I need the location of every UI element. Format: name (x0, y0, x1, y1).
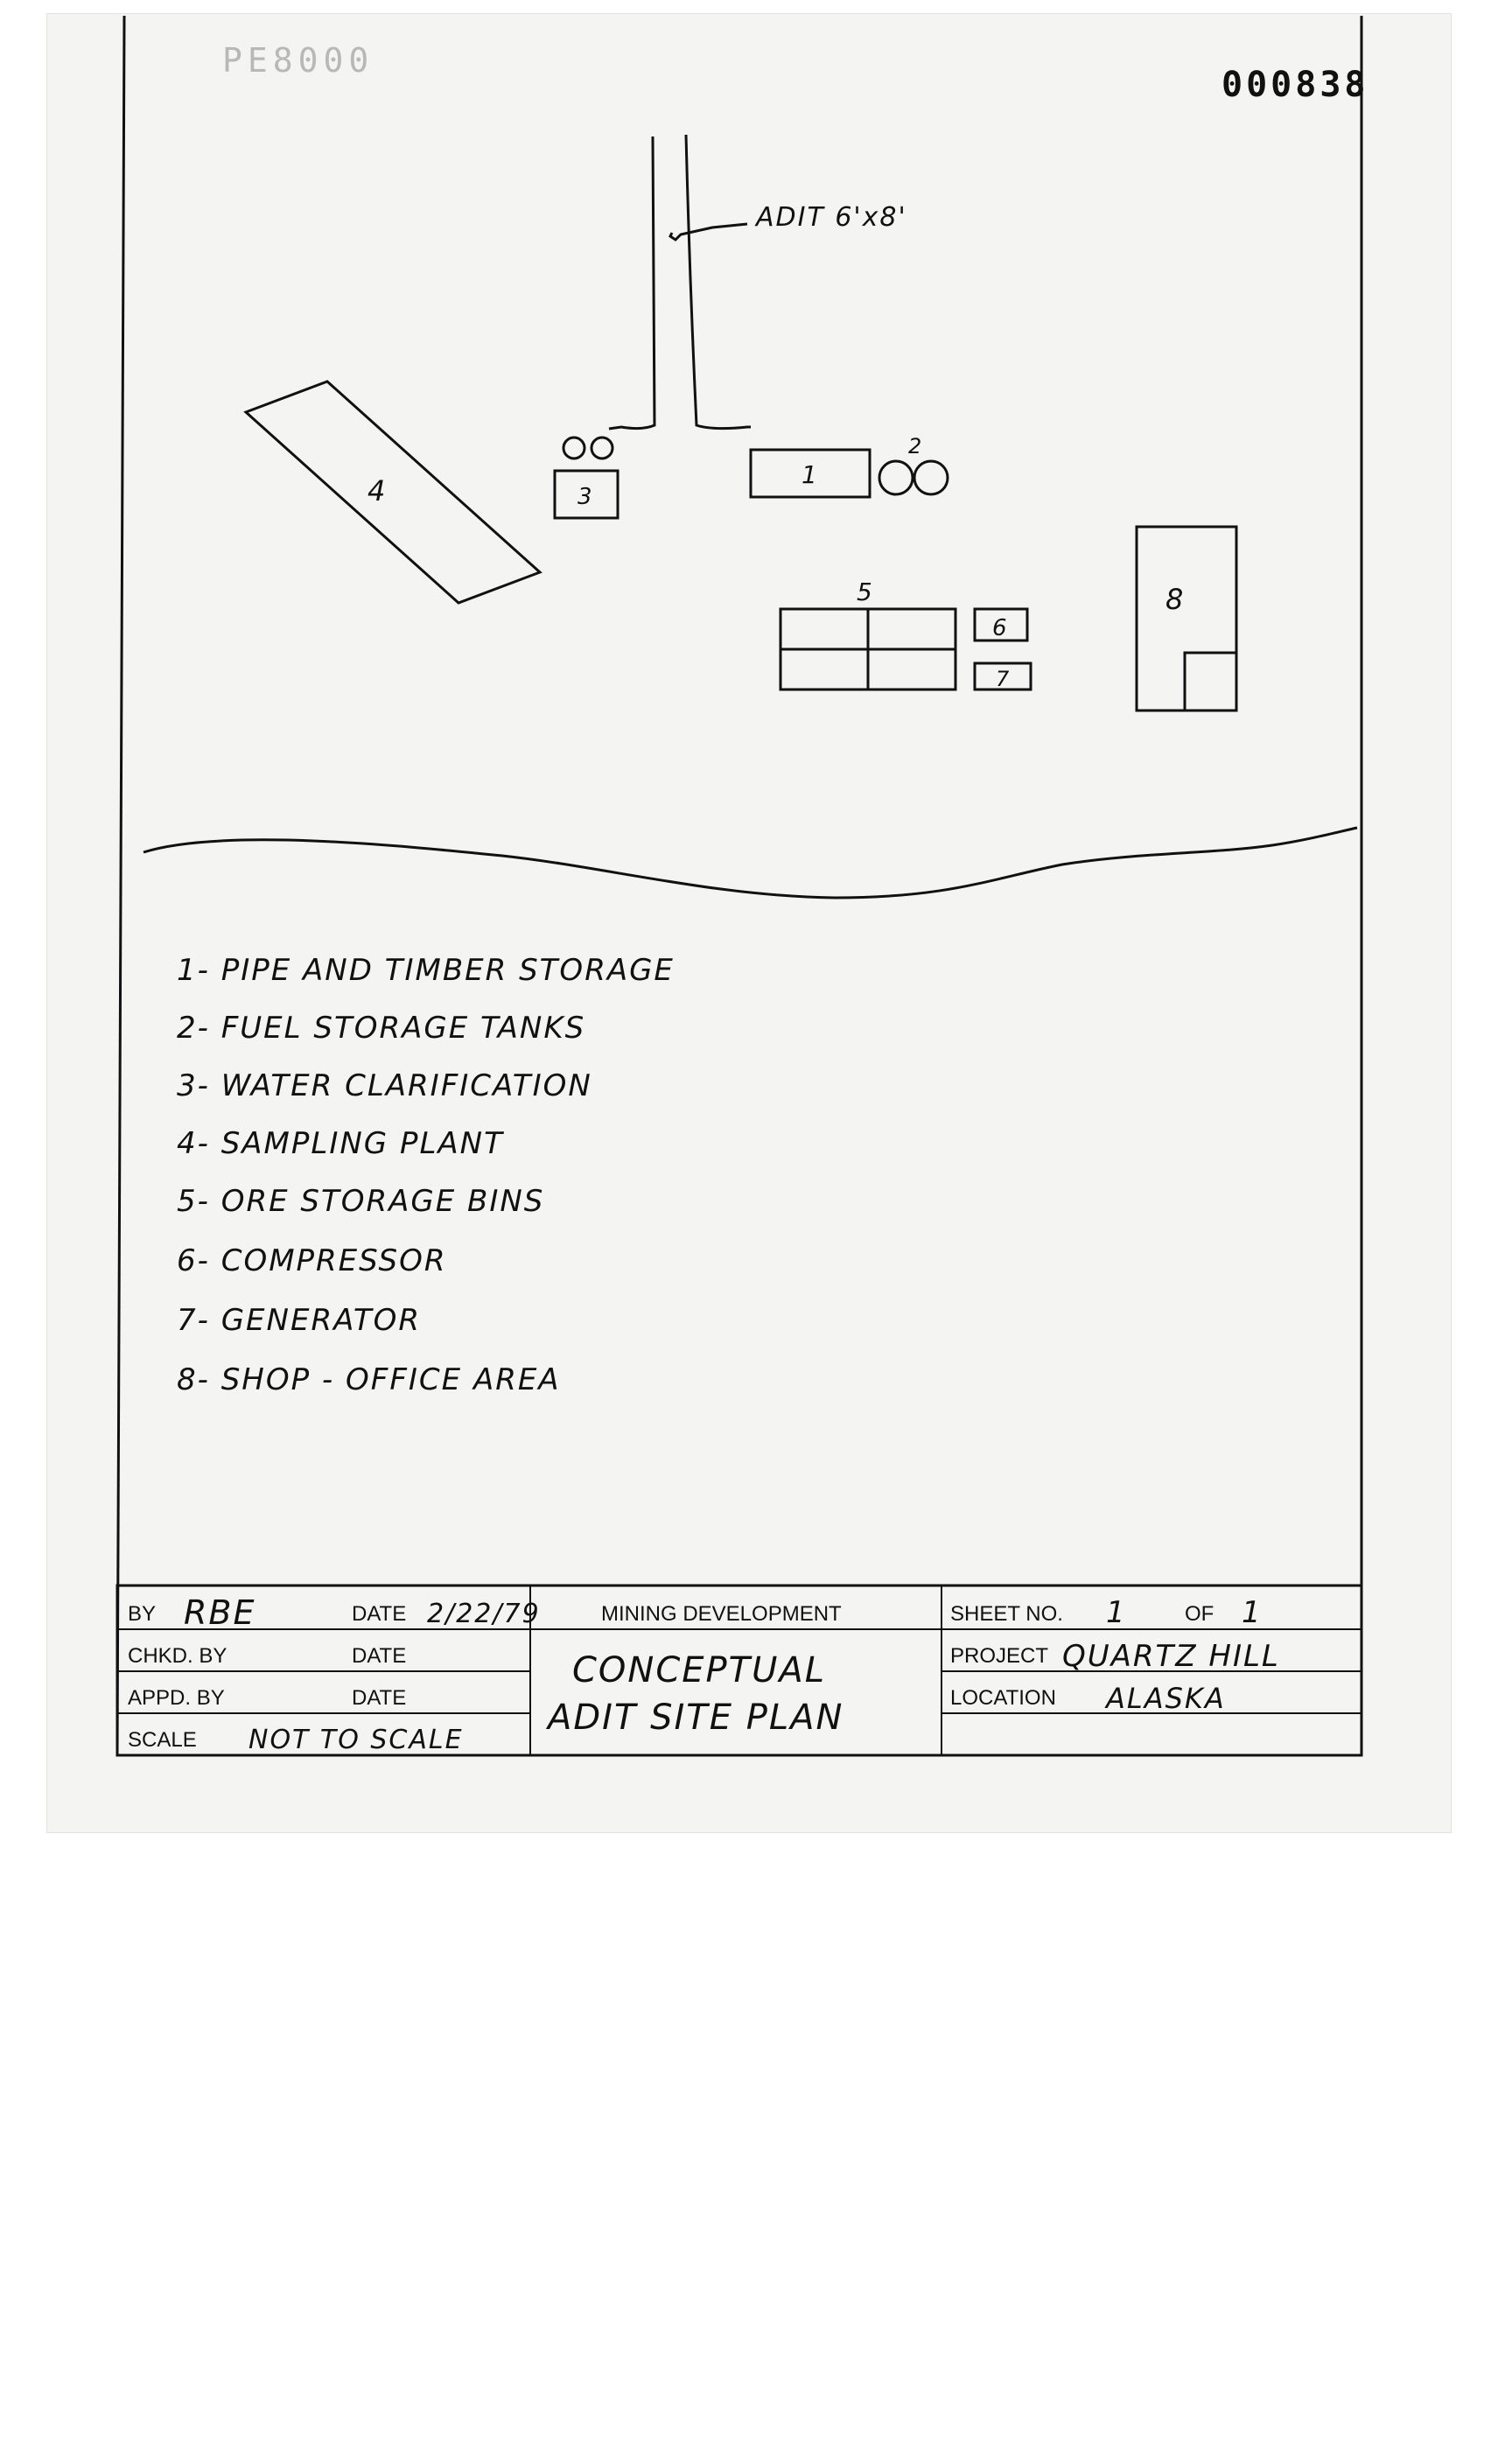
svg-text:6: 6 (992, 615, 1009, 641)
project-label: PROJECT (950, 1644, 1049, 1668)
adit-tunnel (609, 135, 751, 429)
date-value: 2/22/79 (427, 1599, 541, 1629)
scale-value: NOT TO SCALE (248, 1725, 464, 1755)
drawing-title-line-2: ADIT SITE PLAN (548, 1698, 844, 1738)
building-7-generator (975, 663, 1031, 691)
chkd-label: CHKD. BY (128, 1644, 228, 1668)
building-5-label: 5 (857, 578, 874, 606)
adit-label: ADIT 6'x8' (756, 202, 907, 233)
project-value: QUARTZ HILL (1062, 1639, 1280, 1674)
border-left-line (117, 16, 124, 1755)
scale-label: SCALE (128, 1728, 197, 1752)
company-name: MINING DEVELOPMENT (601, 1602, 842, 1626)
chkd-date-label: DATE (352, 1644, 407, 1668)
by-label: BY (128, 1602, 157, 1626)
of-value: 1 (1242, 1595, 1263, 1630)
svg-text:7: 7 (996, 667, 1012, 691)
legend-item-6: 6- COMPRESSOR (177, 1243, 447, 1278)
legend-item-7: 7- GENERATOR (177, 1303, 422, 1338)
drawing-sheet (47, 14, 1451, 1832)
building-4-sampling-plant (246, 382, 540, 603)
location-value: ALASKA (1106, 1682, 1226, 1715)
legend-item-5: 5- ORE STORAGE BINS (177, 1184, 545, 1219)
sheet-label: SHEET NO. (950, 1602, 1063, 1626)
sheet-value: 1 (1106, 1595, 1127, 1630)
legend-item-8: 8- SHOP - OFFICE AREA (177, 1362, 561, 1397)
svg-text:1: 1 (802, 460, 819, 489)
building-3-label: 3 (578, 484, 594, 510)
building-6-compressor (975, 609, 1027, 641)
site-plan-drawing (47, 14, 1451, 1832)
legend-item-4: 4- SAMPLING PLANT (177, 1126, 504, 1161)
svg-text:4: 4 (368, 474, 388, 508)
legend-item-1: 1- PIPE AND TIMBER STORAGE (177, 953, 675, 988)
legend (177, 953, 675, 1397)
building-2-fuel-tanks (879, 461, 948, 494)
appd-date-label: DATE (352, 1686, 407, 1710)
building-5-ore-storage-bins (780, 609, 956, 690)
legend-item-2: 2- FUEL STORAGE TANKS (177, 1011, 586, 1046)
building-8-label: 8 (1166, 583, 1186, 616)
legend-item-3: 3- WATER CLARIFICATION (177, 1068, 592, 1103)
date-label: DATE (352, 1602, 407, 1626)
building-8-shop-office (1137, 527, 1236, 710)
location-label: LOCATION (950, 1686, 1056, 1710)
title-block (117, 1586, 1362, 1755)
shoreline-curve (144, 828, 1357, 898)
document-number: 000838 (1222, 65, 1369, 105)
by-value: RBE (184, 1593, 256, 1632)
building-2-label: 2 (908, 434, 924, 458)
building-1-pipe-timber-storage (751, 450, 870, 497)
of-label: OF (1185, 1602, 1214, 1626)
drawing-title-line-1: CONCEPTUAL (572, 1650, 827, 1690)
appd-label: APPD. BY (128, 1686, 225, 1710)
faded-stamp-text: PE8000 (222, 41, 374, 80)
